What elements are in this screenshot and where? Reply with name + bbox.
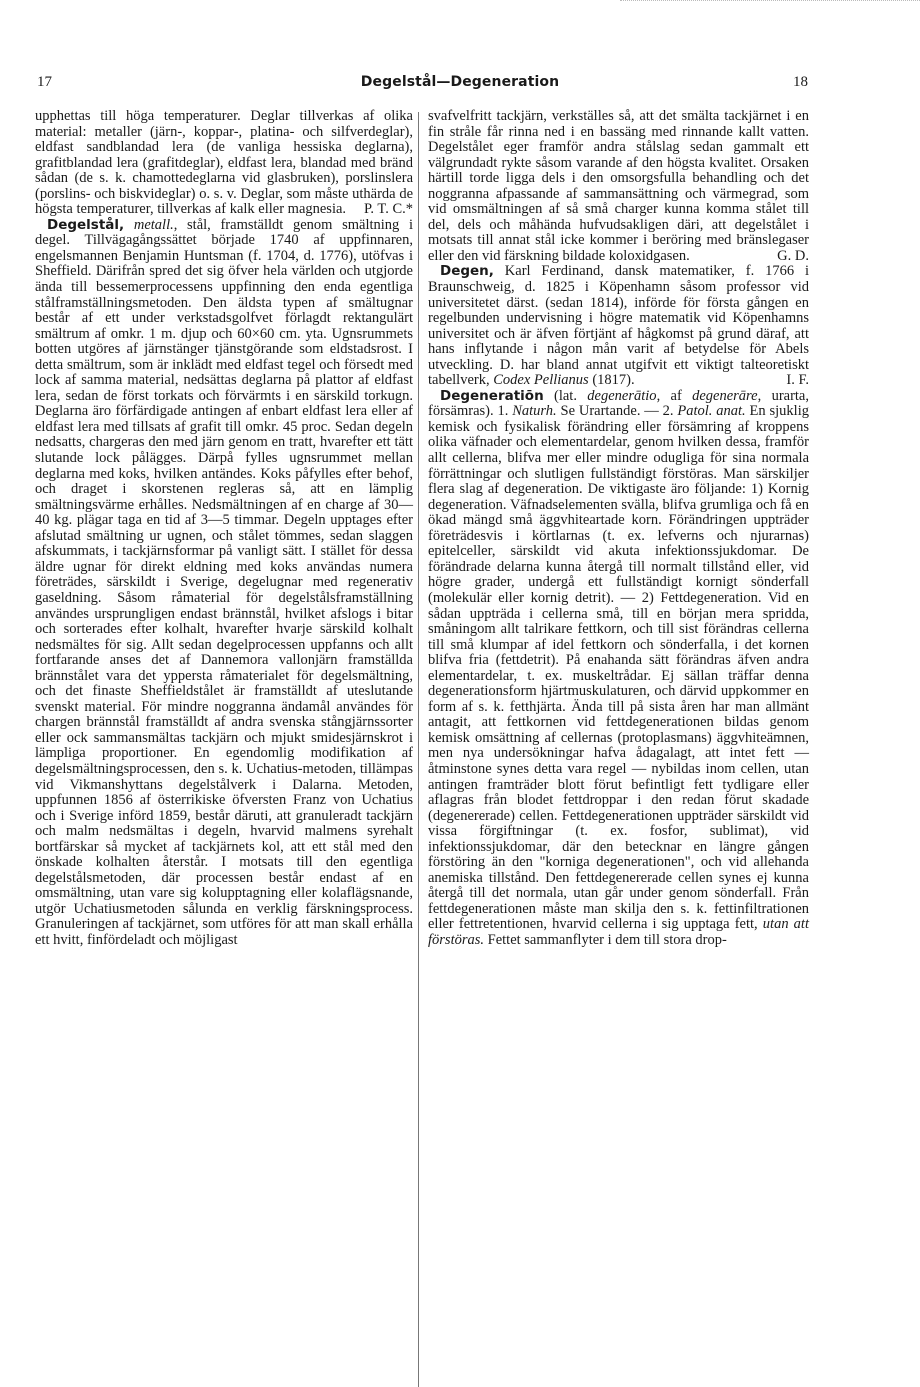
running-title: Degelstål—Degeneration (360, 74, 560, 90)
entry-degeneration: Degeneratiōn (lat. degenerātio, af degenerāre, urarta, försämras). 1. Naturh. Se Urartande. — 2. Patol. anat. En sjuklig kemisk och fysikalisk förändring eller försämring af kroppens olika väfnader och elementardelar, genom hvilken dessa, framför allt cellerna, blifva mer eller mindre odugliga för sina normala förrättningar och slutligen fullständigt förstöras. Man särskiljer flera slag af degeneration. De viktigaste äro följande: 1) Kornig degeneration. Väfnadselementen svälla, blifva grumliga och få en ökad mängd små äggvhiteartade korn. Förändringen uppträder företrädesvis i körtlarnas (t. ex. lefverns och njurarnas) epitelceller, särskildt vid akuta infektionssjukdomar. De förändrade delarna kunna återgå till normalt tillstånd eller, vid högre grader, undergå ett fullständigt kornigt sönderfall (molekulär eller kornig detrit). — 2) Fettdegeneration. Vid en sådan uppträda i cellerna små, till en början mera spridda, småningom allt talrikare fettkorn, och till sist förändras cellerna till små klumpar af idel fettkorn och sönderfalla, i det kornen blifva fria (fettdetrit). På enahanda sätt förändras äfven andra elementardelar, t. ex. muskeltrådar. Ej sällan träffar denna degenerationsform hjärtmuskulaturen, och därvid uppkommer en form af s. k. fetthjärta. Ända till på sista åren har man allmänt antagit, att fettkornen vid fettdegenerationen bildas genom kemisk omsättning af cellernas (protoplasmans) äggvhiteämnen, men nya undersökningar hafva ådagalagt, att intet fett — åtminstone synes detta vara regel — nybildas inom cellen, utan antingen framträder blott förut befintligt fett tydligare eller aflagras från blodet fettdroppar i den redan förut skadade (degenererade) cellen. Fettdegenerationen uppträder särskildt vid vissa förgiftningar (t. ex. fosfor, sublimat), vid infektionssjukdomar, där den betecknar en längre gången förstöring än den "korniga degenerationen", och vid allehanda anemiska tillstånd. Den fettdegenererade cellen synes ej kunna återgå till det normala, utan går under genom sönderfall. Från fettdegenerationen måste man skilja den s. k. fettinfiltrationen eller fettretentionen, hvarvid cellerna i sig upptaga fett, utan att förstöras. Fettet sammanflyter i dem till stora drop- (428, 387, 810, 948)
column-divider (418, 112, 419, 1387)
entry-degelstal-cont: svafvelfritt tackjärn, verkställes så, att det smälta tackjärnet i en fin stråle får rinna ned i en bassäng med rinnande kallt vatten. Degelstålet eger framför andra stålslag sedan gammalt ett välgrundadt rykte såsom varande af den högsta kvalitet. Orsaken härtill torde ligga dels i den omsorgsfulla behandling och det noggranna afpassande af sammansättning och värmegrad, som vid omsmältningen af så små charger kunna komma stålet till del, dels och måhända hufvudsakligen däri, att degelstålet i motsats till annat stål icke kommer i beröring med bränslegaser eller den vid färskning bildade koloxidgasen. G. D. (428, 108, 809, 264)
right-page-number: 18 (793, 74, 808, 90)
left-page-number: 17 (37, 74, 52, 90)
headword: Degeneratiōn (440, 387, 544, 404)
entry-degelstal: Degelstål, metall., stål, framställdt genom smältning i degel. Tillvägagångssättet började 1740 af uppfinnaren, engelsmannen Benjamin Huntsman (f. 1704, d. 1776), utöfvas i Sheffield. Därifrån spred det sig öfver hela världen och utgjorde ända till bessemerprocessens uppfinning den enda egentliga stålframställningsmetoden. Den äldsta typen af smältugnar består af ett under verkstadsgolfvet förlagdt rektangulärt smältrum af omkr. 1 m. djup och 60×60 cm. yta. Ugnsrummets botten utgöres af järnstänger tjänstgörande som eldstadsrost. I detta smältrum, som är inklädt med eldfast tegel och försedt med lock af samma material, nedsättas deglarna på plattor af eldfast lera, sedan de först torkats och förvärmts i en särskild torkugn. Deglarna äro förfärdigade antingen af enbart eldfast lera eller af eldfast lera med tillsats af grafit till omkr. 45 proc. Sedan degeln nedsatts, chargeras den med järn genom en tratt, hvarefter ett tätt slutande lock pålägges. Därpå fylles ugnsrummet mellan deglarna med koks, hvilken antändes. Koks påfylles efter behof, och draget i skorstenen regleras så, att en lämplig smältningsvärme erhålles. Nedsmältningen af en charge af 30—40 kg. plägar taga en tid af 3—5 timmar. Degeln upptages efter afslutad smältning ur ugnen, och stålet tömmes, sedan slaggen afskummats, i tackjärnsformar på vanligt sätt. I stället för dessa äldre ugnar för direkt eldning med koks användas numera företrädes, särskildt i Sverige, degelugnar med regenerativ gaseldning. Såsom råmaterial för degelstålsframställning användes ursprungligen endast brännstål, hvilket afslogs i bitar och sorterades efter kolhalt, hvarefter hvarje särskild kolhalt nedsmältes för sig. Allt sedan degelprocessen uppfanns och allt fortfarande anses det af Dannemora vallonjärn framställda brännstålet vara det yppersta råmaterialet för degelsmältning, och det finaste Sheffieldstålet är framställdt af uteslutande svenskt material. För mindre noggranna ändamål användes för chargen brännstål framställdt af andra svenska stångjärnssorter eller ock sammansmältas tackjärn och mjukt smidesjärnskrot i lämpliga proportioner. En egendomlig modifikation af degelsmältningsprocessen, den s. k. Uchatius-metoden, tillämpas vid Vikmanshyttans degelstålverk i Dalarna. Metoden, uppfunnen 1856 af österrikiske öfversten Franz von Uchatius och i Sverige införd 1859, består däruti, att granuleradt tackjärn och malm nedsmältas i degeln, hvarvid malmens syrehalt bortfärskar så mycket af tackjärnets kol, att ett stål med den önskade kolhalten återstår. I motsats till den egentliga degelstålsmetoden, där processen består endast af en omsmältning, utan vare sig kolupptagning eller kolaflägsnande, utgör Uchatiusmetoden sålunda en verklig färskningsprocess. Granuleringen af tackjärnet, som utföres för att man skall erhålla ett hvitt, finfördeladt och möjligast (35, 216, 414, 948)
headword: Degen, (440, 263, 494, 280)
entry-degen: Degen, Karl Ferdinand, dansk matematiker, f. 1766 i Braunschweig, d. 1825 i Köpenhamn såsom professor vid universitetet därst. (sedan 1814), införde för första gången en regelbunden undervisning i högre matematik vid Köpenhamns universitet och är äfven förtjänt af hågkomst på grund däraf, att hans inflytande i någon mån varit af betydelse för Abels utveckling. D. har bland annat utgifvit ett viktigt talteoretiskt tabellverk, Codex Pellianus (1817). I. F. (428, 263, 809, 389)
signature: G. D. (777, 247, 809, 264)
signature: P. T. C.* (363, 201, 413, 218)
headword: Degelstål, (47, 216, 125, 233)
entry-degel-tail: upphettas till höga temperaturer. Deglar tillverkas af olika material: metaller (järn-, koppar-, platina- och silfverdeglar), eldfast sandblandad lera (de vanliga hessiska deglarna), grafitblandad lera (grafitdeglar), eldfast lera, blandad med bränd sådan (de s. k. chamottedeglarna vid glasbruken), porslinslera (porslins- och biskvideglar) o. s. v. Deglar, som måste uthärda de högsta temperaturer, tillverkas af kalk eller magnesia. P. T. C.* (35, 108, 413, 218)
page-header (0, 74, 920, 94)
right-column (428, 109, 809, 949)
top-edge-marks (620, 0, 920, 4)
signature: I. F. (786, 372, 809, 389)
left-column (35, 109, 413, 949)
